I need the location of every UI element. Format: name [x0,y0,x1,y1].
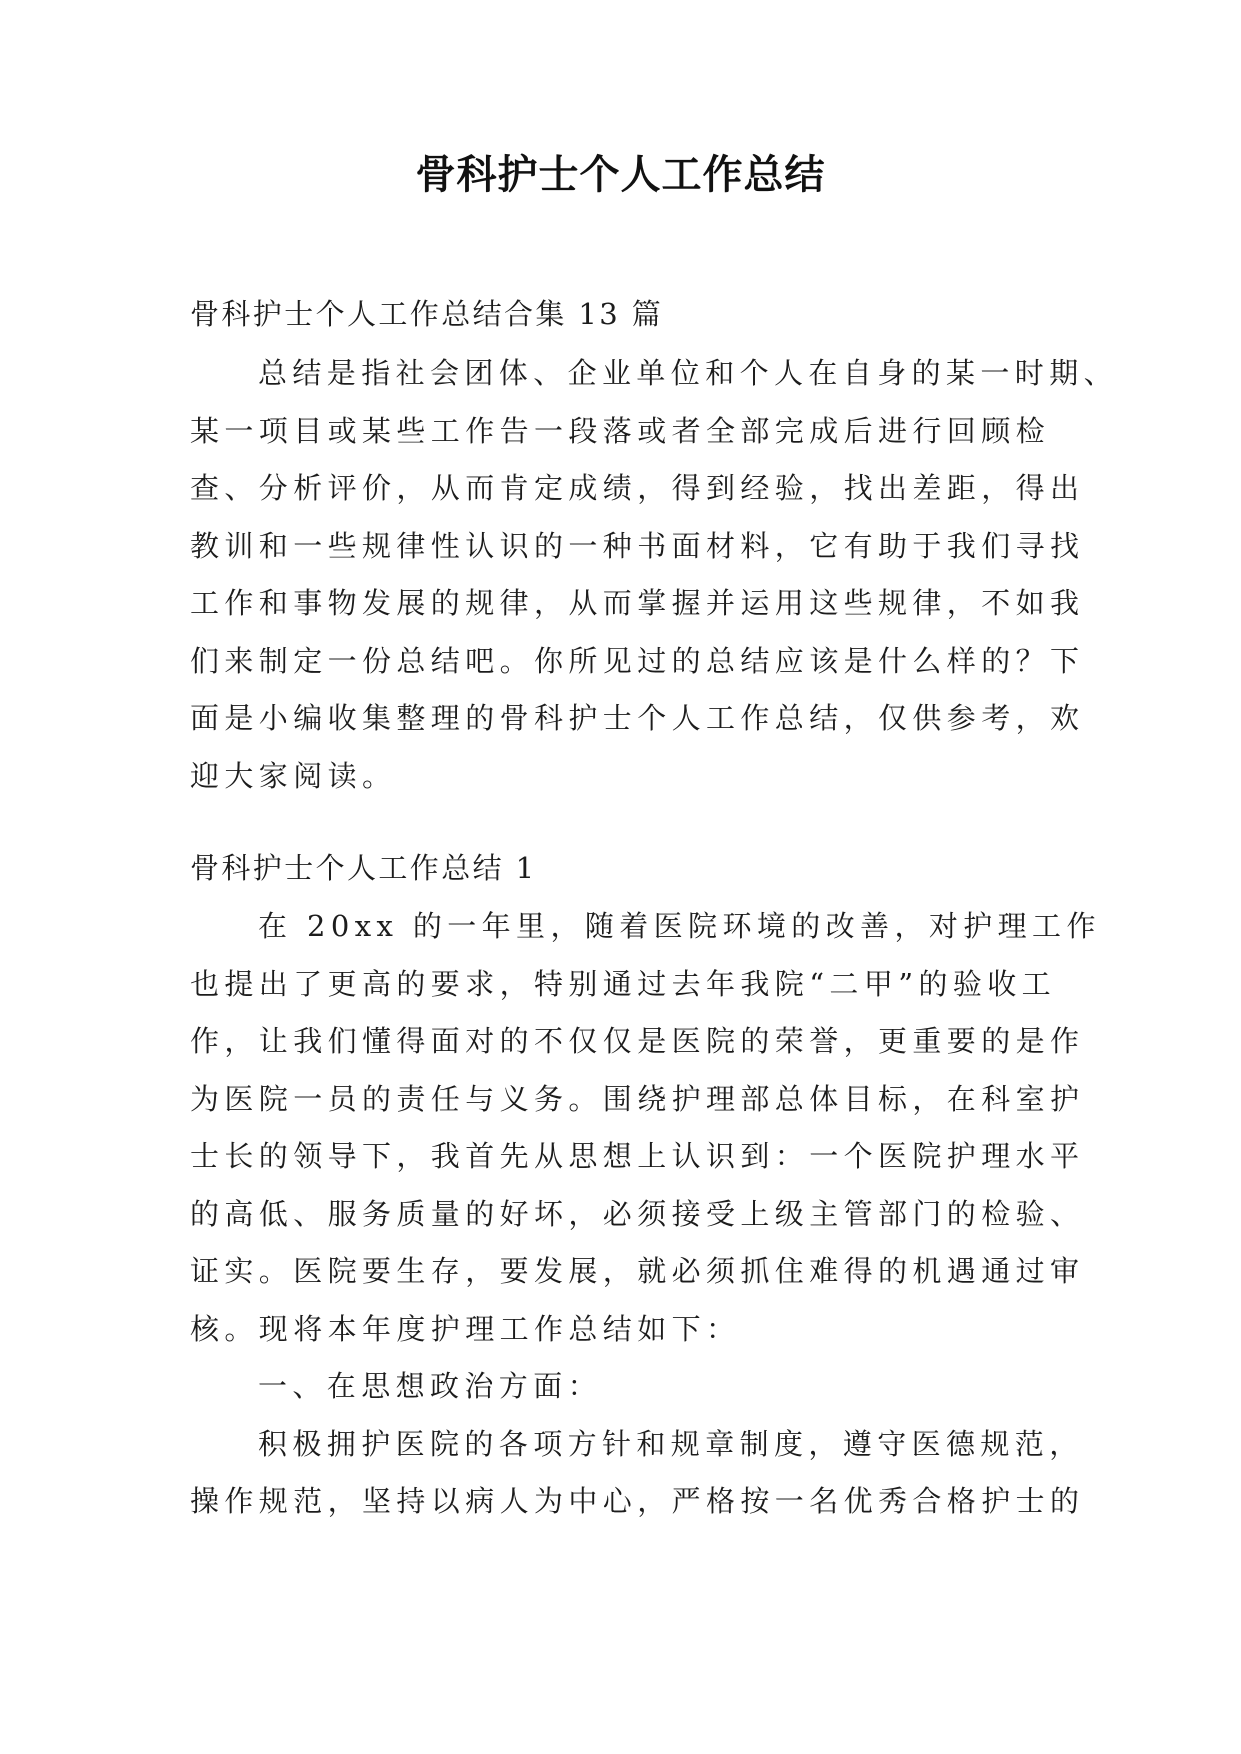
paragraph-line: 操作规范，坚持以病人为中心，严格按一名优秀合格护士的 [190,1484,1085,1518]
paragraph-line: 迎大家阅读。 [190,758,397,793]
intro-paragraph [190,345,1119,805]
paragraph-line: 面是小编收集整理的骨科护士个人工作总结，仅供参考，欢 [190,701,1085,735]
paragraph-line: 也提出了更高的要求，特别通过去年我院“二甲”的验收工 [190,966,1057,1001]
paragraph-line: 的高低、服务质量的好坏，必须接受上级主管部门的检验、 [190,1196,1085,1231]
document-title: 骨科护士个人工作总结 [415,152,826,198]
paragraph-line: 在 20xx 的一年里，随着医院环境的改善，对护理工作 [258,909,1101,943]
paragraph-line: 查、分析评价，从而肯定成绩，得到经验，找出差距，得出 [190,471,1085,505]
paragraph-line: 作，让我们懂得面对的不仅仅是医院的荣誉，更重要的是作 [190,1024,1085,1058]
paragraph-line: 教训和一些规律性认识的一种书面材料，它有助于我们寻找 [190,528,1085,563]
paragraph-line: 工作和事物发展的规律，从而掌握并运用这些规律，不如我 [190,586,1085,620]
paragraph-line: 某一项目或某些工作告一段落或者全部完成后进行回顾检 [190,413,1051,448]
paragraph-line: 为医院一员的责任与义务。围绕护理部总体目标，在科室护 [190,1081,1085,1116]
subsection-heading: 一、在思想政治方面： [258,1369,603,1403]
section-heading: 骨科护士个人工作总结 1 [190,851,537,885]
paragraph-line: 核。现将本年度护理工作总结如下： [190,1311,741,1346]
paragraph-line: 积极拥护医院的各项方针和规章制度，遵守医德规范， [258,1426,1084,1461]
paragraph-line: 证实。医院要生存，要发展，就必须抓住难得的机遇通过审 [190,1254,1085,1288]
paragraph-line: 们来制定一份总结吧。你所见过的总结应该是什么样的？下 [190,643,1085,678]
paragraph-line: 士长的领导下，我首先从思想上认识到：一个医院护理水平 [190,1139,1085,1173]
paragraph-line: 总结是指社会团体、企业单位和个人在自身的某一时期、 [258,356,1119,390]
collection-subtitle: 骨科护士个人工作总结合集 13 篇 [190,297,664,331]
section-body [190,898,1101,1531]
